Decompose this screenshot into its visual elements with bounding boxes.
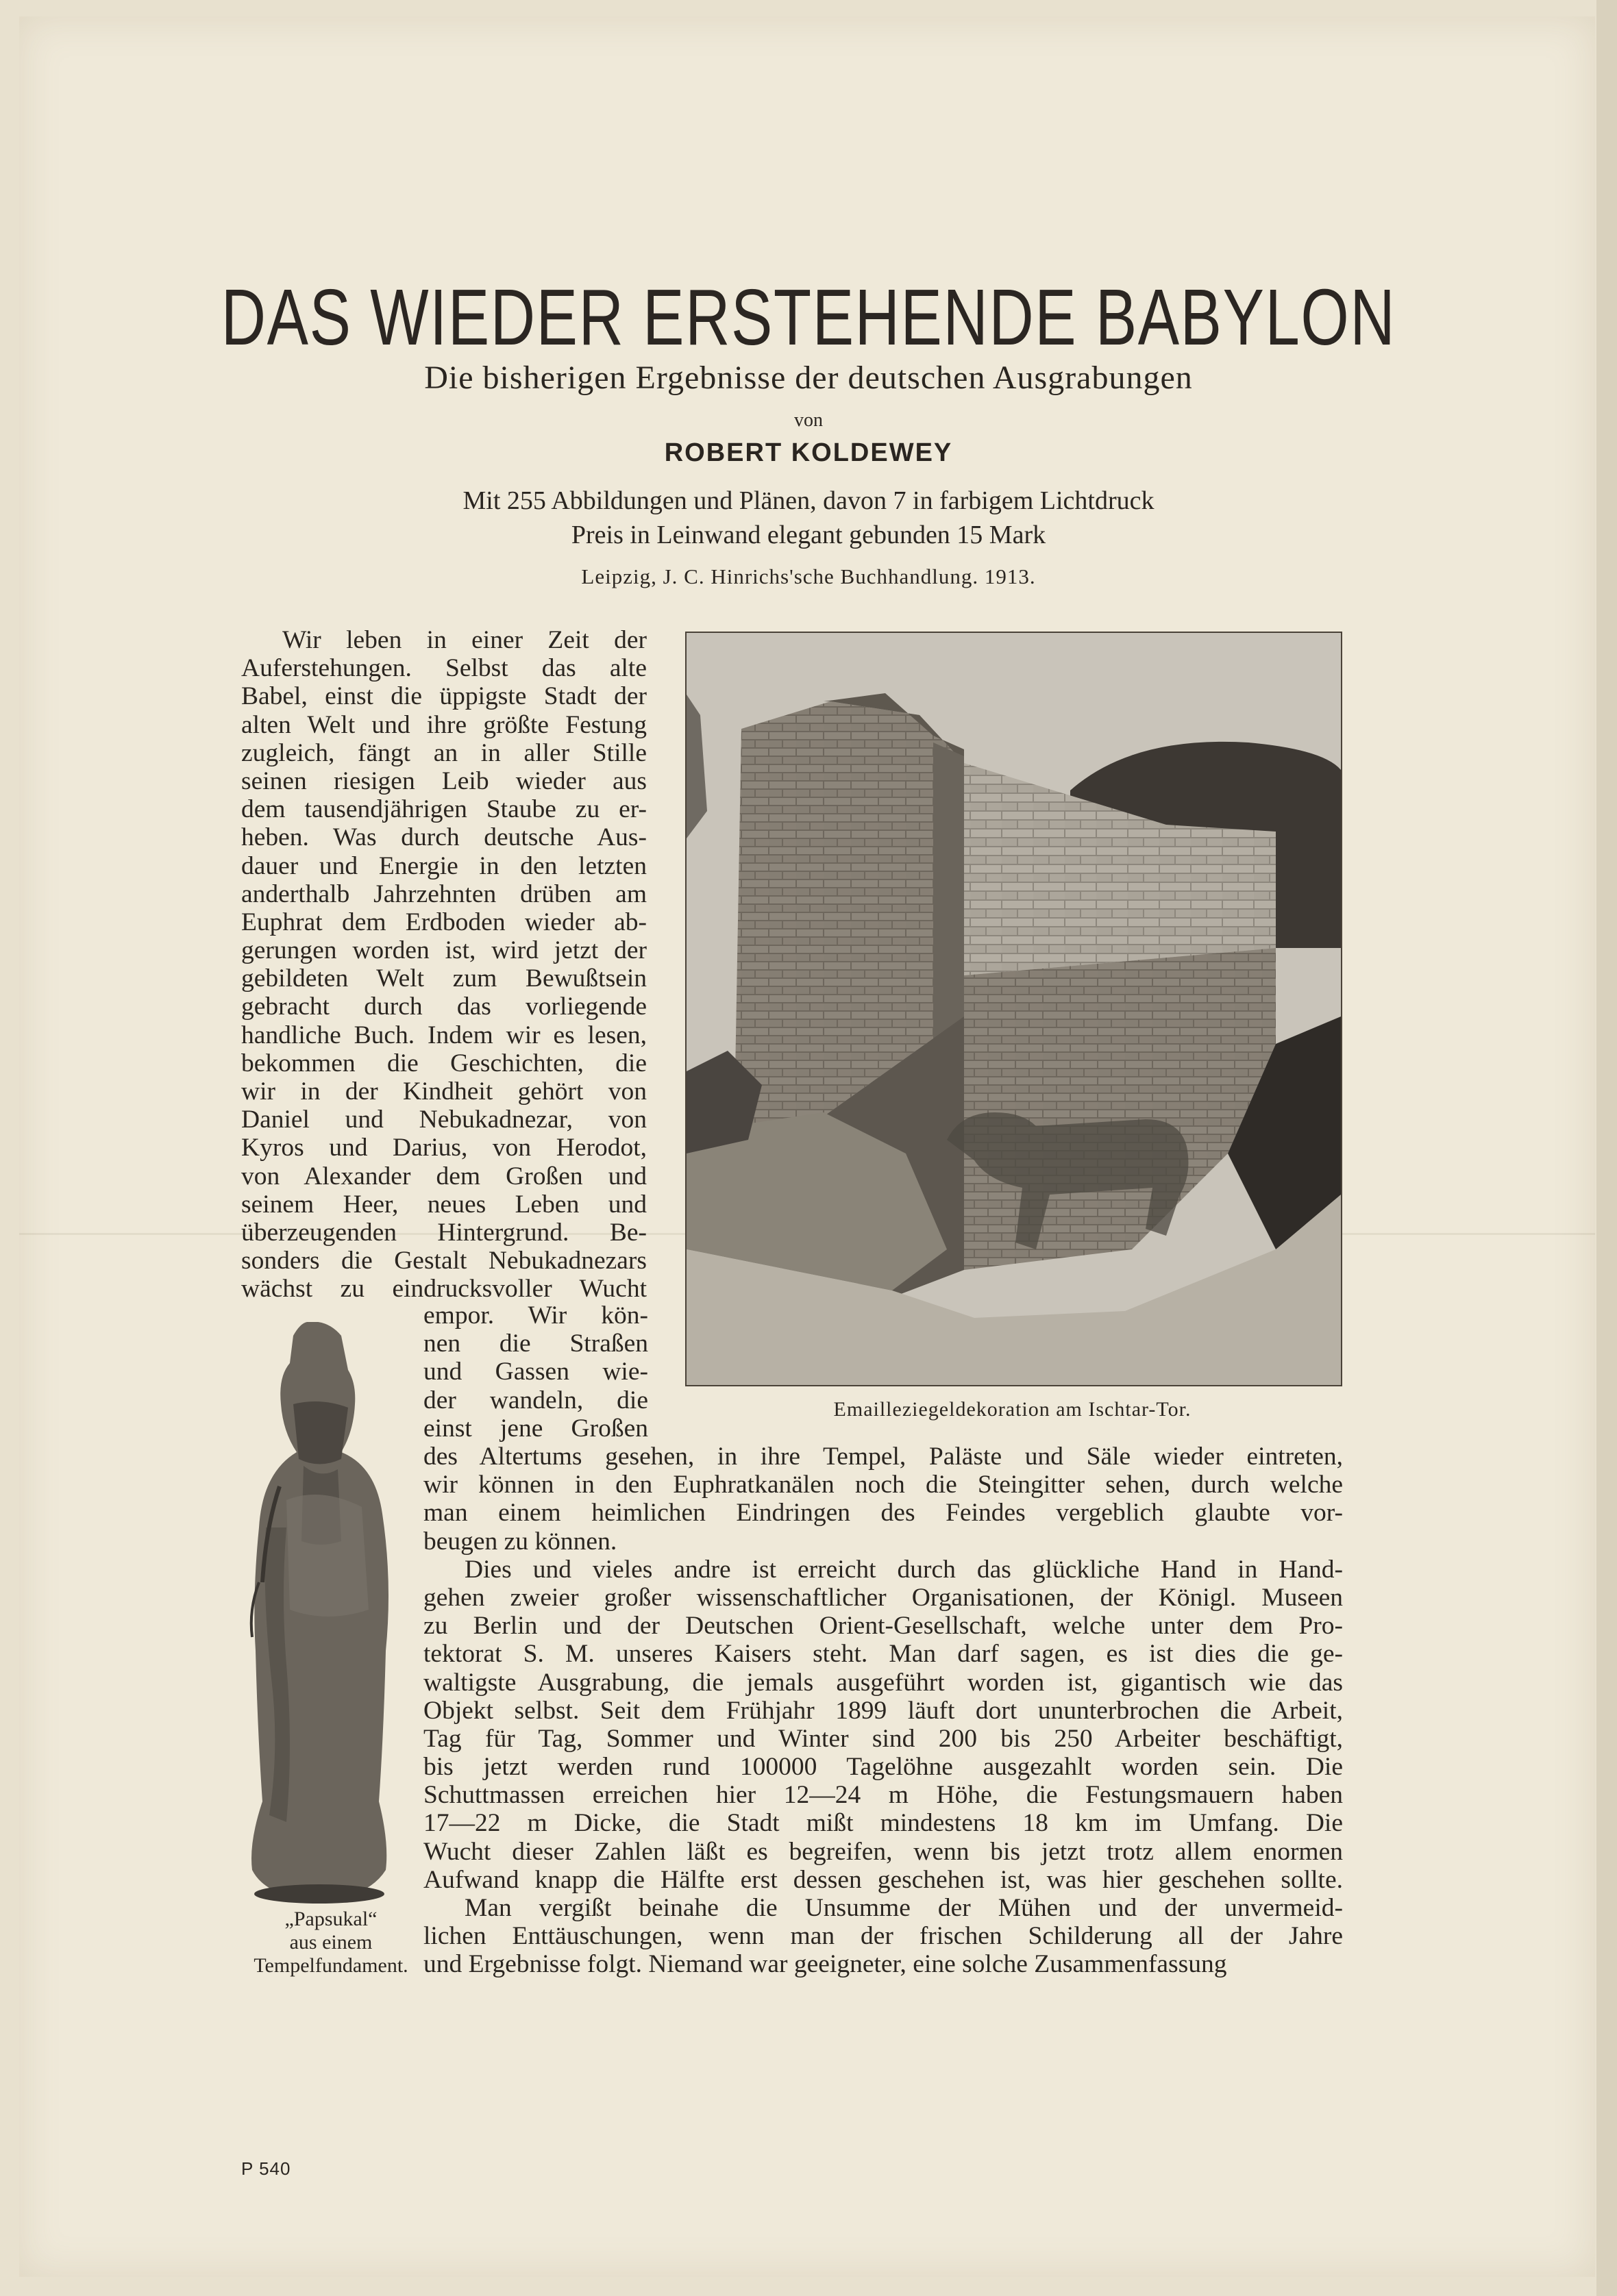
statue-caption	[232, 1908, 430, 1977]
narrow-text-line: empor. Wir kön-	[423, 1301, 648, 1330]
narrow-text-line: und Gassen wie-	[423, 1358, 648, 1386]
papsukal-statue-image	[238, 1322, 400, 1904]
wide-text-line: waltigste Ausgrabung, die jemals ausgeführt worden ist, gigantisch wie das	[423, 1668, 1343, 1697]
wide-text-line: gehen zweier großer wissenschaftlicher Organisationen, der Königl. Museen	[423, 1583, 1343, 1612]
left-text-line: sonders die Gestalt Nebukadnezars	[241, 1247, 647, 1275]
imprint-line: Leipzig, J. C. Hinrichs'sche Buchhandlung. 1913.	[581, 564, 1036, 588]
footer-code: P 540	[241, 2158, 291, 2179]
wide-text-line: man einem heimlichen Eindringen des Feindes vergeblich glaubte vor-	[423, 1499, 1343, 1527]
wide-text-line: Tag für Tag, Sommer und Winter sind 200 bis 250 Arbeiter beschäftigt,	[423, 1724, 1343, 1753]
left-text-line: gebildeten Welt zum Bewußtsein	[241, 964, 647, 993]
left-text-line: seinem Heer, neues Leben und	[241, 1190, 647, 1219]
left-text-line: gerungen worden ist, wird jetzt der	[241, 936, 647, 965]
wide-text-line: beugen zu können.	[423, 1527, 617, 1556]
left-text-line: anderthalb Jahrzehnten drüben am	[241, 879, 647, 908]
left-text-line: handliche Buch. Indem wir es lesen,	[241, 1021, 647, 1049]
narrow-text-column	[423, 1301, 648, 1443]
left-text-line: Wir leben in einer Zeit der	[282, 626, 647, 654]
wide-text-line: wir können in den Euphratkanälen noch die Steingitter sehen, durch welche	[423, 1471, 1343, 1499]
left-text-line: Euphrat dem Erdboden wieder ab-	[241, 908, 647, 936]
illustrations-note: Mit 255 Abbildungen und Plänen, davon 7 in farbigem Lichtdruck	[462, 486, 1155, 515]
page-subtitle: Die bisherigen Ergebnisse der deutschen Ausgrabungen	[424, 360, 1193, 396]
ishtar-gate-photo	[685, 632, 1342, 1386]
wide-text-column	[423, 1443, 1343, 1979]
left-text-line: dauer und Energie in den letzten	[241, 851, 647, 880]
wide-text-line: zu Berlin und der Deutschen Orient-Gesellschaft, welche unter dem Pro-	[423, 1612, 1343, 1640]
scan-edge	[1596, 0, 1617, 2296]
page-title: DAS WIEDER ERSTEHENDE BABYLON	[221, 273, 1396, 362]
wide-text-line: lichen Enttäuschungen, wenn man der frischen Schilderung all der Jahre	[423, 1922, 1343, 1951]
statue-caption-line-1: „Papsukal“	[284, 1908, 378, 1930]
price-note: Preis in Leinwand elegant gebunden 15 Mark	[571, 521, 1046, 549]
statue-caption-line-3: Tempelfundament.	[254, 1954, 408, 1977]
statue-caption-line-2: aus einem	[289, 1931, 373, 1954]
left-text-line: heben. Was durch deutsche Aus-	[241, 823, 647, 852]
author-name: ROBERT KOLDEWEY	[664, 438, 953, 467]
left-text-line: wir in der Kindheit gehört von	[241, 1077, 647, 1106]
wide-text-line: Aufwand knapp die Hälfte erst dessen geschehen ist, was hier geschehen sollte.	[423, 1865, 1343, 1894]
by-line: von	[794, 410, 823, 431]
wide-text-line: Objekt selbst. Seit dem Frühjahr 1899 läuft dort ununterbrochen die Arbeit,	[423, 1696, 1343, 1725]
wide-text-line: bis jetzt werden rund 100000 Tagelöhne ausgezahlt worden sein. Die	[423, 1753, 1343, 1782]
left-text-line: wächst zu eindrucksvoller Wucht	[241, 1275, 647, 1303]
wide-text-line: tektorat S. M. unseres Kaisers steht. Man darf sagen, es ist dies die ge-	[423, 1640, 1343, 1669]
left-text-line: Babel, einst die üppigste Stadt der	[241, 682, 647, 711]
left-text-line: dem tausendjährigen Staube zu er-	[241, 795, 647, 824]
left-text-column	[241, 626, 647, 1303]
left-text-line: Kyros und Darius, von Herodot,	[241, 1134, 647, 1162]
wide-text-line: 17—22 m Dicke, die Stadt mißt mindestens 18 km im Umfang. Die	[423, 1809, 1343, 1838]
narrow-text-line: der wandeln, die	[423, 1386, 648, 1414]
left-text-line: seinen riesigen Leib wieder aus	[241, 766, 647, 795]
left-text-line: Daniel und Nebukadnezar, von	[241, 1106, 647, 1134]
wide-text-line: und Ergebnisse folgt. Niemand war geeigneter, eine solche Zusammenfassung	[423, 1950, 1227, 1979]
narrow-text-line: einst jene Großen	[423, 1414, 648, 1443]
wide-text-line: Schuttmassen erreichen hier 12—24 m Höhe, die Festungsmauern haben	[423, 1781, 1343, 1810]
wide-text-line: des Altertums gesehen, in ihre Tempel, Paläste und Säle wieder eintreten,	[423, 1443, 1343, 1471]
narrow-text-line: nen die Straßen	[423, 1330, 648, 1358]
wide-text-line: Dies und vieles andre ist erreicht durch das glückliche Hand in Hand-	[465, 1555, 1343, 1584]
left-text-line: zugleich, fängt an in aller Stille	[241, 738, 647, 767]
left-text-line: alten Welt und ihre größte Festung	[241, 710, 647, 739]
left-text-line: Auferstehungen. Selbst das alte	[241, 654, 647, 683]
publication-info	[0, 484, 1617, 552]
left-text-line: von Alexander dem Großen und	[241, 1162, 647, 1190]
wide-text-line: Wucht dieser Zahlen läßt es begreifen, wenn bis jetzt trotz allem enormen	[423, 1837, 1343, 1866]
wide-text-line: Man vergißt beinahe die Unsumme der Mühen und der unvermeid-	[465, 1894, 1343, 1922]
left-text-line: überzeugenden Hintergrund. Be-	[241, 1218, 647, 1247]
photo-caption: Emailleziegeldekoration am Ischtar-Tor.	[833, 1398, 1192, 1421]
left-text-line: gebracht durch das vorliegende	[241, 993, 647, 1021]
left-text-line: bekommen die Geschichten, die	[241, 1049, 647, 1077]
